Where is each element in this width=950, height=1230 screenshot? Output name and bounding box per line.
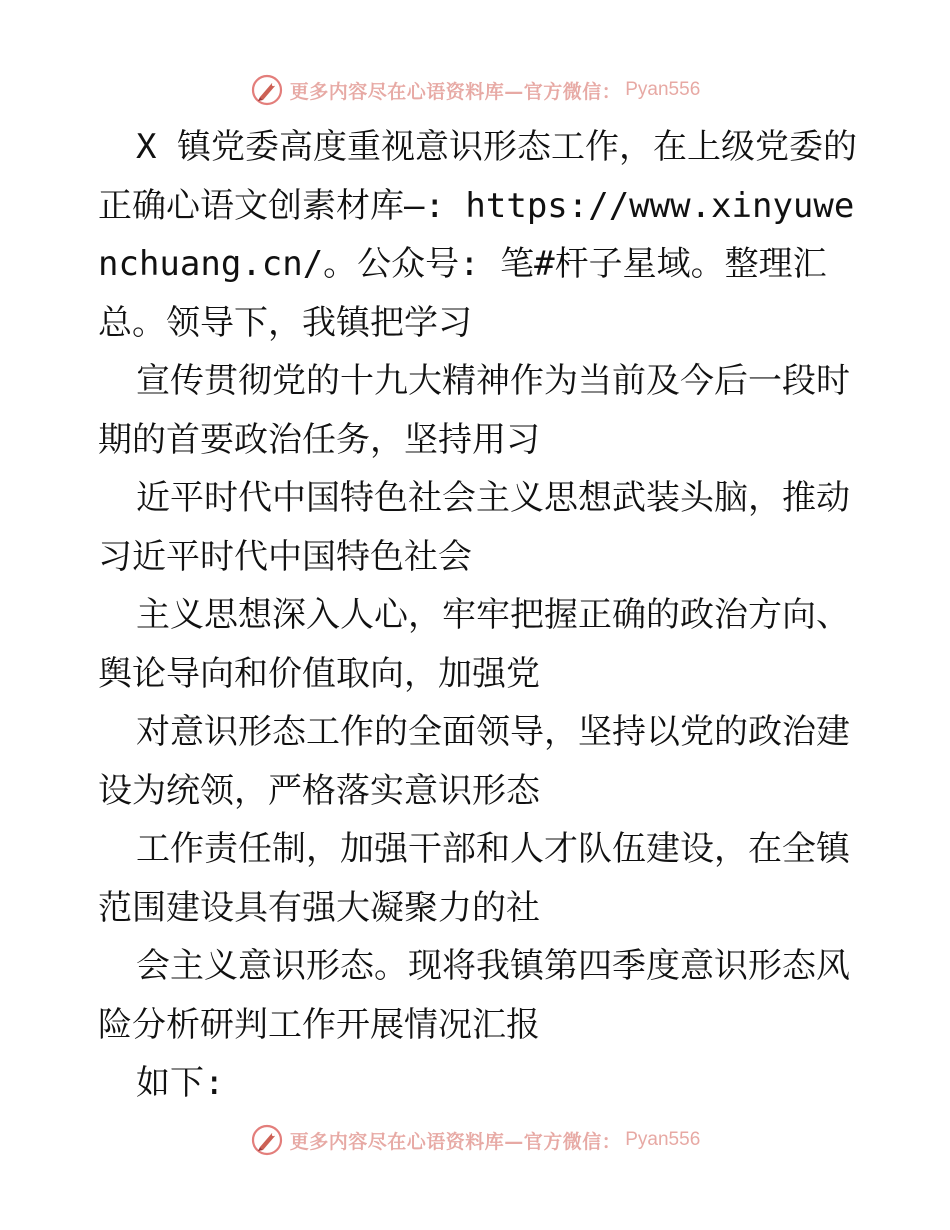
pen-nib-logo-icon (250, 1123, 284, 1157)
paragraph: X 镇党委高度重视意识形态工作，在上级党委的正确心语文创素材库—: https://www.xinyuwenchuang.cn/。公众号: 笔#杆子星域。整理汇总。领导下，我镇把学习 (98, 127, 857, 343)
watermark-wechat-id: Pyan556 (625, 79, 701, 100)
document-body (98, 118, 858, 1113)
paragraph: 主义思想深入人心，牢牢把握正确的政治方向、舆论导向和价值取向，加强党 (98, 595, 850, 694)
paragraph: 对意识形态工作的全面领导，坚持以党的政治建设为统领，严格落实意识形态 (98, 712, 850, 811)
header-watermark (0, 70, 950, 110)
paragraph: 如下: (136, 1063, 225, 1103)
watermark-text: 更多内容尽在心语资料库—官方微信： (289, 1130, 622, 1153)
paragraph: 会主义意识形态。现将我镇第四季度意识形态风险分析研判工作开展情况汇报 (98, 946, 850, 1045)
pen-nib-logo-icon (250, 73, 284, 107)
watermark-text: 更多内容尽在心语资料库—官方微信： (289, 80, 622, 103)
paragraph: 近平时代中国特色社会主义思想武装头脑，推动习近平时代中国特色社会 (98, 478, 850, 577)
paragraph: 工作责任制，加强干部和人才队伍建设，在全镇范围建设具有强大凝聚力的社 (98, 829, 850, 928)
paragraph: 宣传贯彻党的十九大精神作为当前及今后一段时期的首要政治任务，坚持用习 (98, 361, 850, 460)
footer-watermark (0, 1120, 950, 1160)
watermark-wechat-id: Pyan556 (625, 1129, 701, 1150)
